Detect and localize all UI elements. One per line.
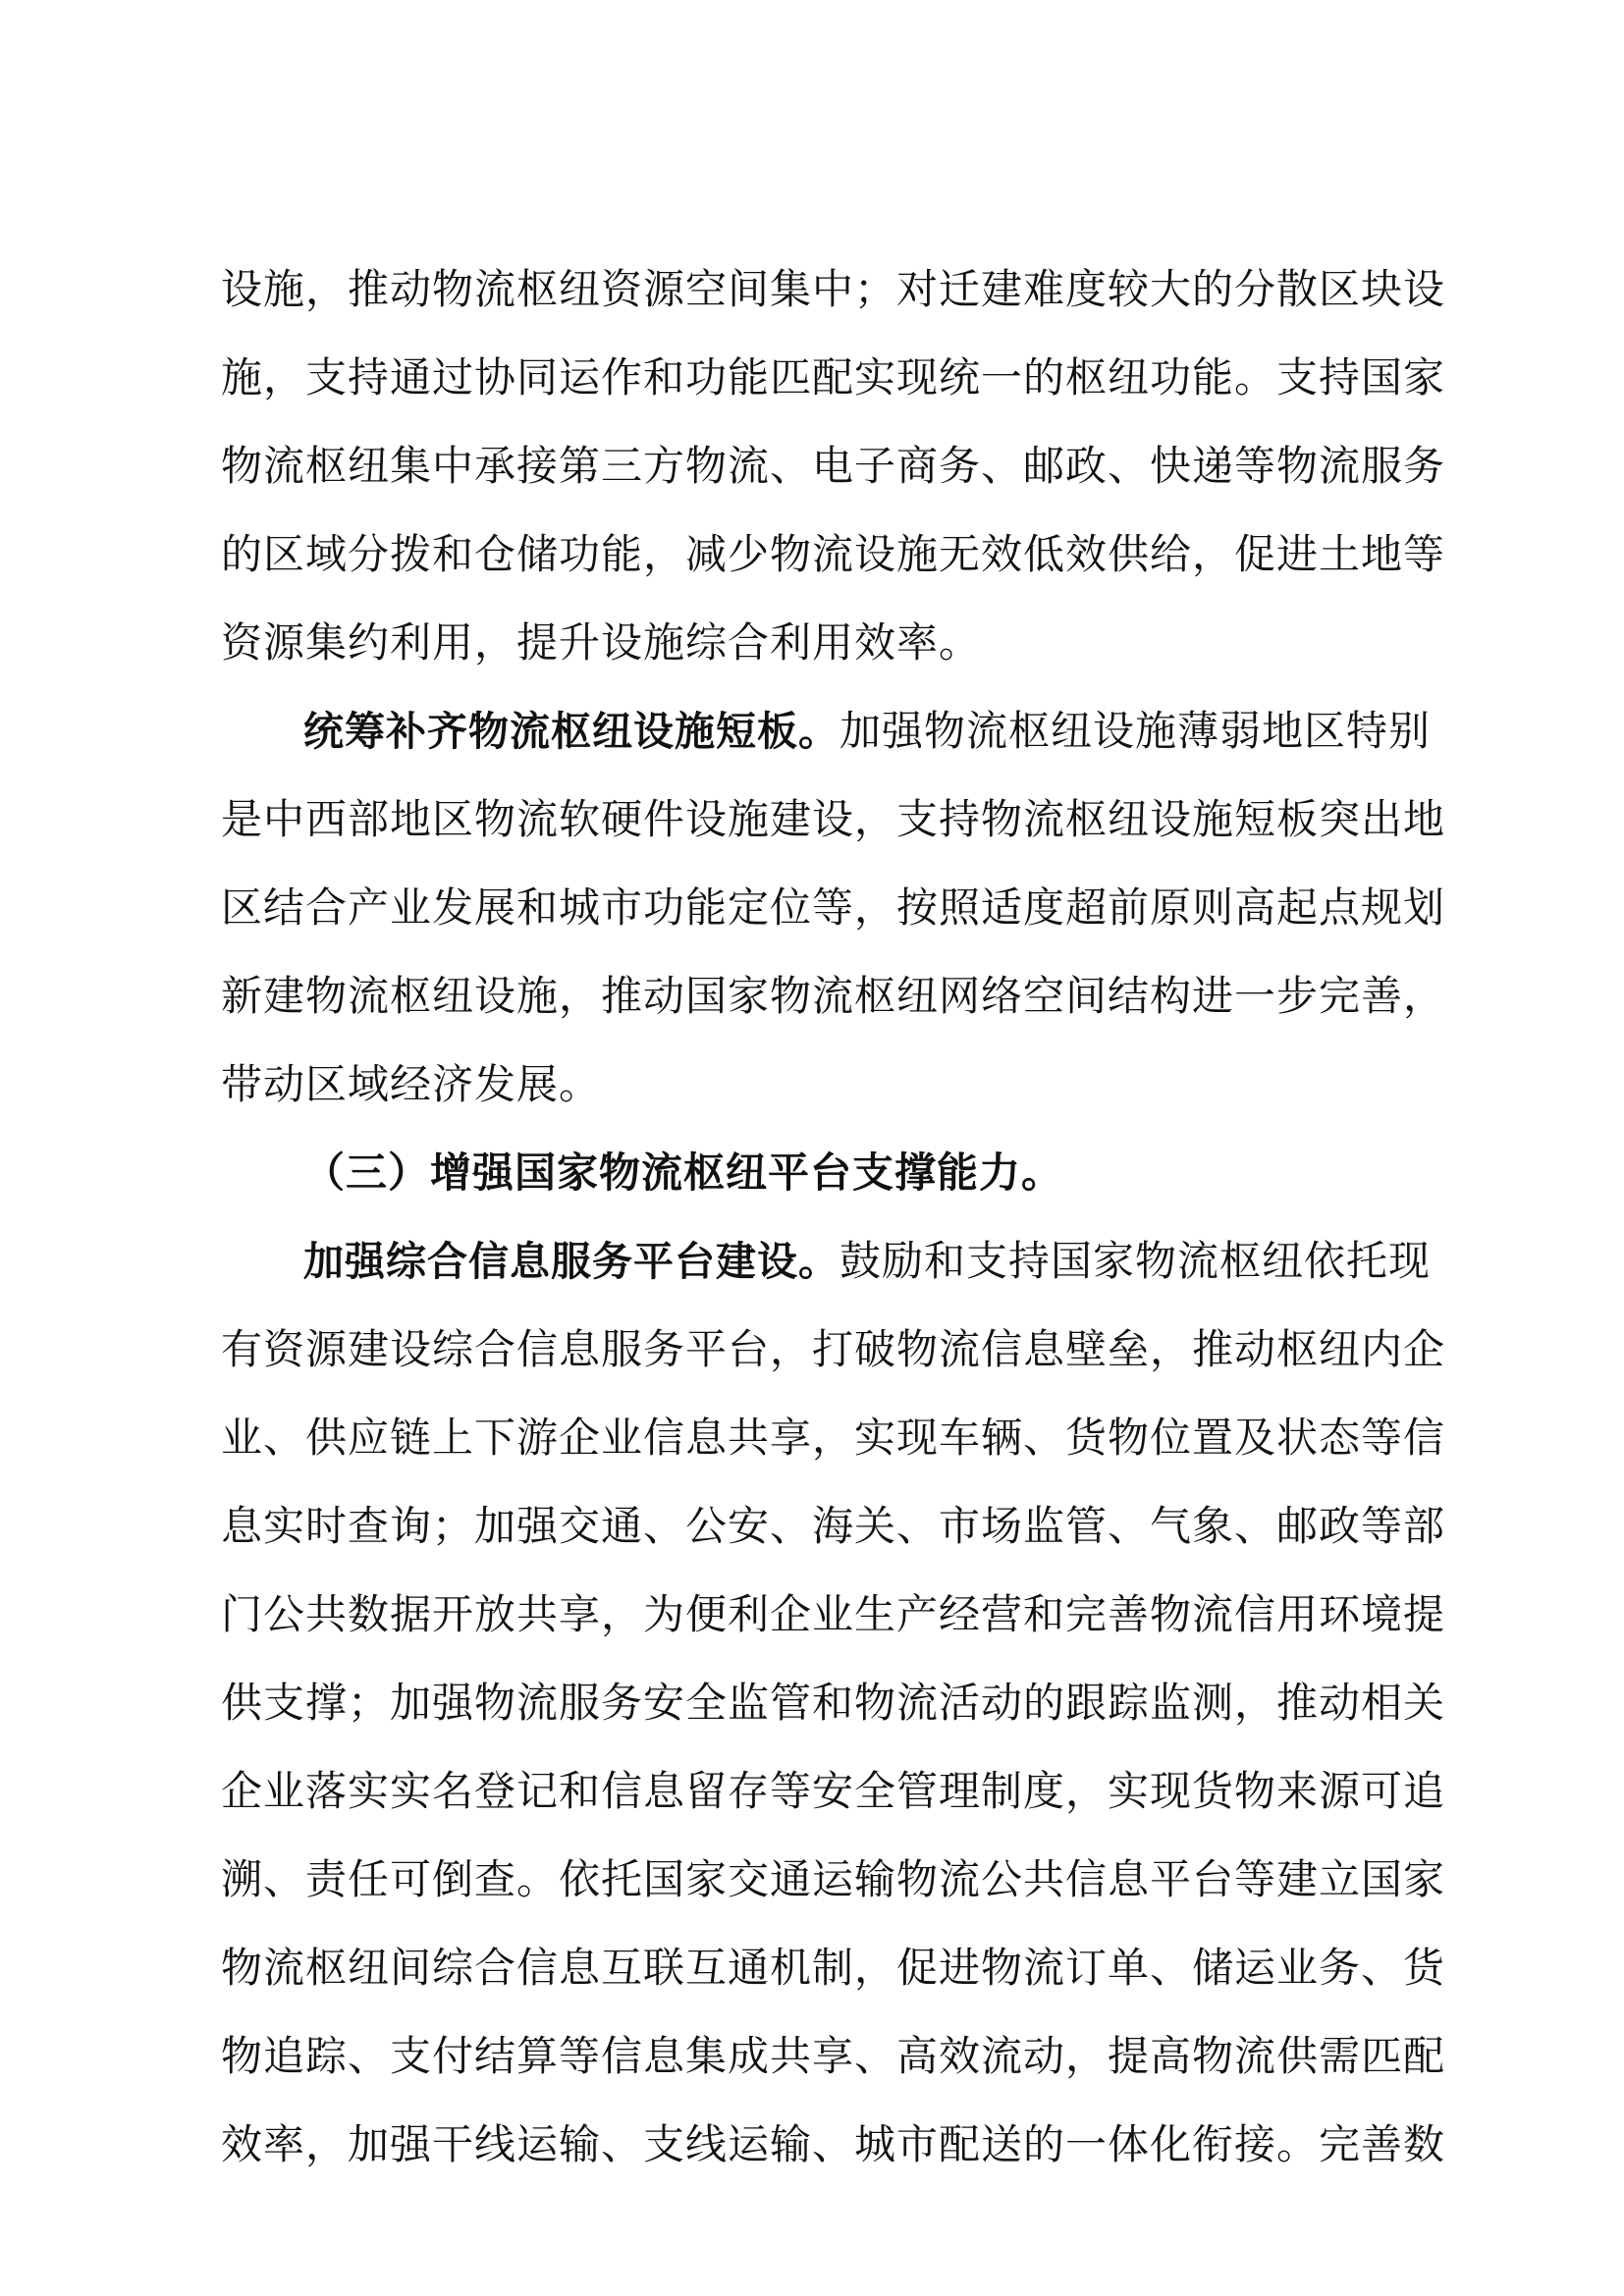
text-line: 资源集约利用，提升设施综合利用效率。 [221,618,982,667]
text-line: 有资源建设综合信息服务平台，打破物流信息壁垒，推动枢纽内企 [221,1325,1446,1373]
text-line: 业、供应链上下游企业信息共享，实现车辆、货物位置及状态等信 [221,1414,1446,1462]
paragraph-lead: 加强综合信息服务平台建设。 [303,1238,839,1285]
text-line: 施，支持通过协同运作和功能匹配实现统一的枢纽功能。支持国家 [221,353,1446,401]
text-line: 区结合产业发展和城市功能定位等，按照适度超前原则高起点规划 [221,883,1446,932]
paragraph-text: 鼓励和支持国家物流枢纽依托现 [839,1237,1432,1285]
document-body [221,245,1446,2189]
text-line: 企业落实实名登记和信息留存等安全管理制度，实现货物来源可追 [221,1767,1446,1815]
text-line: 物流枢纽集中承接第三方物流、电子商务、邮政、快递等物流服务 [221,442,1446,490]
text-line: 物流枢纽间综合信息互联互通机制，促进物流订单、储运业务、货 [221,1944,1446,1992]
text-line [221,687,1432,775]
text-line: 设施，推动物流枢纽资源空间集中；对迁建难度较大的分散区块设 [221,265,1446,313]
text-line [221,1217,1432,1306]
text-line: 息实时查询；加强交通、公安、海关、市场监管、气象、邮政等部 [221,1502,1446,1550]
paragraph-2 [221,687,1446,1129]
text-line: 带动区域经济发展。 [221,1060,602,1108]
text-line: 新建物流枢纽设施，推动国家物流枢纽网络空间结构进一步完善， [221,972,1446,1020]
paragraph-lead: 统筹补齐物流枢纽设施短板。 [303,708,839,755]
section-heading: （三）增强国家物流枢纽平台支撑能力。 [303,1148,1064,1197]
paragraph-text: 加强物流枢纽设施薄弱地区特别 [839,707,1432,755]
text-line: 供支撑；加强物流服务安全监管和物流活动的跟踪监测，推动相关 [221,1679,1446,1727]
text-line: 效率，加强干线运输、支线运输、城市配送的一体化衔接。完善数 [221,2120,1446,2168]
paragraph-3 [221,1217,1446,2189]
text-line: 是中西部地区物流软硬件设施建设，支持物流枢纽设施短板突出地 [221,795,1446,843]
text-line: 门公共数据开放共享，为便利企业生产经营和完善物流信用环境提 [221,1590,1446,1638]
text-line: 溯、责任可倒查。依托国家交通运输物流公共信息平台等建立国家 [221,1855,1446,1903]
text-line: 的区域分拨和仓储功能，减少物流设施无效低效供给，促进土地等 [221,530,1446,578]
paragraph-1 [221,245,1446,687]
text-line: 物追踪、支付结算等信息集成共享、高效流动，提高物流供需匹配 [221,2032,1446,2080]
